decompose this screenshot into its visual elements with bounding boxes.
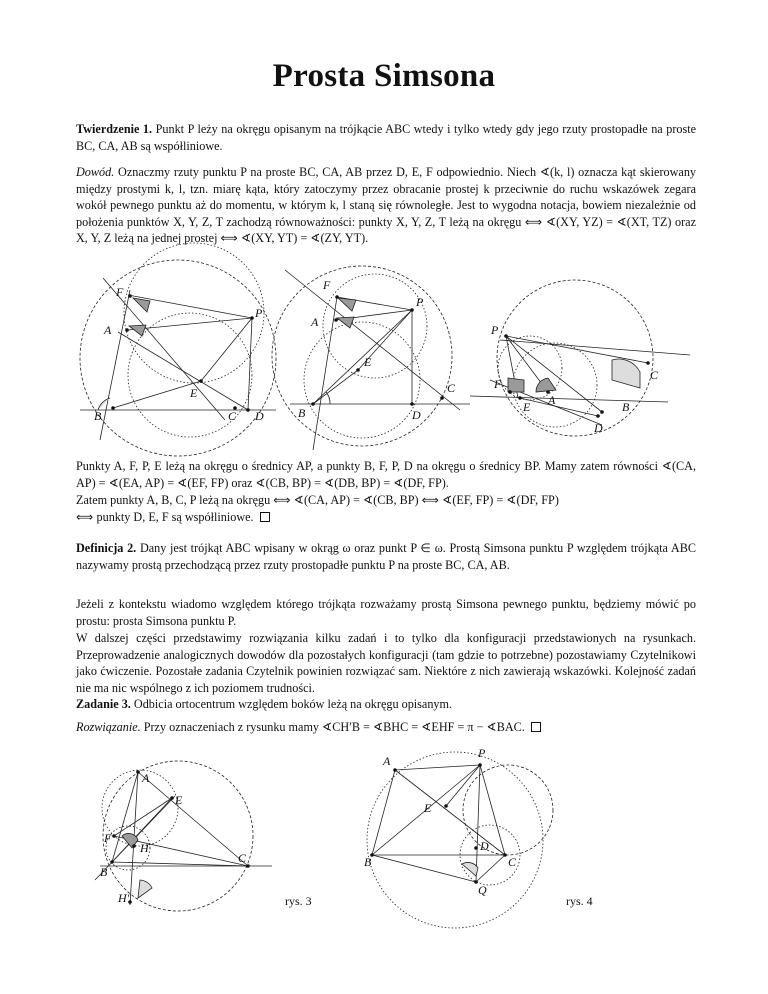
definition-text: Dany jest trójkąt ABC wpisany w okrąg ω oraz punkt P ∈ ω. Prostą Simsona punktu P względem trójkąta ABC nazywamy prostą przechodzącą przez rzuty prostopadłe punktu P na proste BC, CA, AB. [76,541,696,572]
fig3-label-B: B [622,400,630,414]
rys4-label-A: A [383,754,391,768]
figure-rys-4-points [370,763,507,884]
fig3-label-C: C [650,368,659,382]
solution-head: Rozwiązanie. [76,720,141,734]
conclusion-line-1: Zatem punkty A, B, C, P leżą na okręgu ⟺ ∢(CA, AP) = ∢(CB, BP) ⟺ ∢(EF, FP) = ∢(DF, FP) [76,493,559,507]
definition-2 [76,540,696,573]
rys3-label-B: B [100,865,108,879]
solution-text: Przy oznaczeniach z rysunku mamy ∢CH′B = ∢BHC = ∢EHF = π − ∢BAC. [143,720,525,734]
solution [76,719,696,736]
fig1-label-D: D [255,409,264,423]
caption-rys-3: rys. 3 [285,894,312,908]
fig2-label-D: D [412,408,421,422]
rys3-label-E: E [175,793,183,807]
fig3-label-F: F [494,377,502,391]
rys4-label-B: B [364,855,372,869]
remark-1 [76,596,696,629]
rys3-label-C: C [238,851,247,865]
fig1-label-E: E [190,386,198,400]
rys3-label-H: H [140,841,149,855]
fig1-label-F: F [116,285,124,299]
task-text: Odbicia ortocentrum względem boków leżą na okręgu opisanym. [133,697,453,711]
fig2-label-B: B [298,406,306,420]
conclusion-line-2: ⟺ punkty D, E, F są współliniowe. [76,509,254,524]
qed-square-icon [260,512,270,522]
caption-rys-4: rys. 4 [566,894,593,908]
remark-2 [76,630,696,696]
task-head: Zadanie 3. [76,697,131,711]
fig2-label-A: A [311,315,319,329]
fig1-label-P: P [255,306,263,320]
rys3-label-A: A [142,771,150,785]
rys4-label-Q: Q [478,883,487,897]
figure-2-points [311,295,444,406]
fig1-label-A: A [104,323,112,337]
figure-discussion [76,458,696,491]
rys4-label-D: D [480,839,489,853]
rys3-label-F: F [104,831,112,845]
remark-1-text: Jeżeli z kontekstu wiadomo względem którego trójkąta rozważamy prostą Simsona pewnego punktu, będziemy mówić po prostu: prosta Simsona punktu P. [76,597,696,628]
proof-head: Dowód. [76,165,115,179]
page-title: Prosta Simsona [272,58,496,94]
task-3 [76,696,696,713]
proof-text: Oznaczmy rzuty punktu P na proste BC, CA, AB przez D, E, F odpowiednio. Niech ∢(k, l) oznacza kąt skierowany między prostymi k, l, tzn. miarę kąta, który zatoczymy przez obracanie prostej k przeciwnie do ruchu wskazówek zegara wokół pewnego punktu aż do momentu, w którym k, l staną się równoległe. Jest to wygodna notacja, bowiem niezależnie od położenia punktów X, Y, Z, T zachodzą równoważności: punkty X, Y, Z, T leżą na okręgu ⟺ ∢(XY, YZ) = ∢(XT, TZ) oraz X, Y, Z leżą na jednej prostej ⟺ ∢(XY, YT) = ∢(ZY, YT). [76,165,697,246]
fig1-label-C: C [228,409,237,423]
fig1-label-B: B [94,409,102,423]
fig2-label-F: F [323,278,331,292]
figure-rys-3 [95,761,272,911]
rys3-label-H-prime: H′ [118,891,130,905]
figure-3 [470,280,690,436]
conclusion [76,492,696,525]
theorem-head: Twierdzenie 1. [76,122,153,136]
rys4-label-C: C [508,855,517,869]
theorem-text: Punkt P leży na okręgu opisanym na trójkącie ABC wtedy i tylko wtedy gdy jego rzuty prostopadłe na proste BC, CA, AB są współliniowe. [76,122,697,153]
discussion-p1: Punkty A, F, P, E leżą na okręgu o średnicy AP, a punkty B, F, P, D na okręgu o średnicy BP. Mamy zatem równości ∢(CA, AP) = ∢(EA, AP) = ∢(EF, FP) oraz ∢(CB, BP) = ∢(DB, BP) = ∢(DF, FP). [76,459,696,490]
figure-rys-4 [367,752,553,928]
remark-2-text: W dalszej części przedstawimy rozwiązania kilku zadań i to tylko dla konfiguracji przedstawionych na rysunkach. Przeprowadzenie analogicznych dowodów dla pozostałych konfiguracji (tam gdzie to potrzebne) pozostawiamy Czytelnikowi jako ćwiczenie. Pozostałe zadania Czytelnik powinien rozwiązać sam. Niektóre z nich zawierają wskazówki. Kolejność zadań nie ma nic wspólnego z ich poziomem trudności. [76,631,696,695]
fig3-label-E: E [523,400,531,414]
qed-square-icon [531,722,541,732]
fig3-label-D: D [594,421,603,435]
fig2-label-C: C [447,381,456,395]
fig2-label-E: E [364,355,372,369]
fig2-label-P: P [416,295,424,309]
rys4-label-E: E [424,801,432,815]
fig3-label-P: P [491,323,499,337]
definition-head: Definicja 2. [76,541,137,555]
rys4-label-P: P [478,746,486,760]
fig3-label-A: A [548,393,556,407]
figure-1 [80,243,276,456]
